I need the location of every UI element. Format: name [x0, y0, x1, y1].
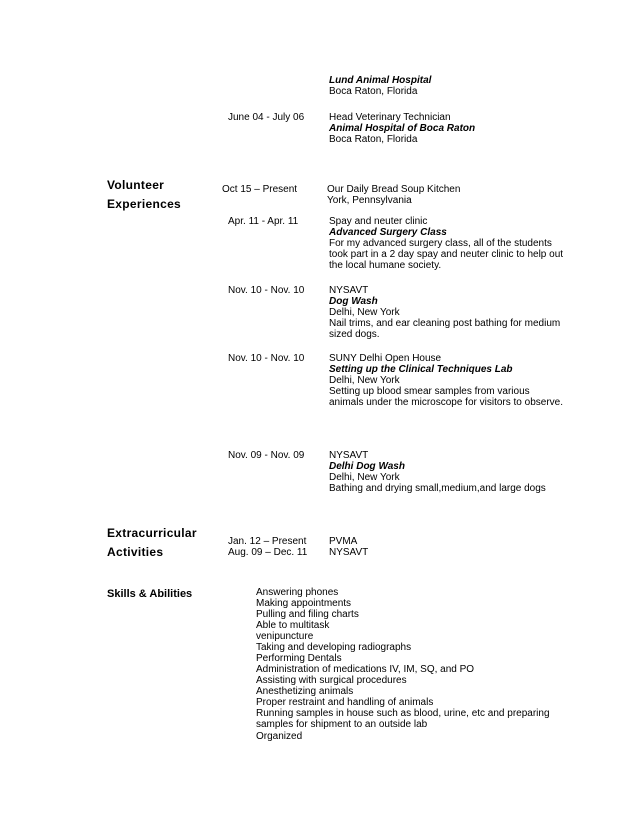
skill-item: Administration of medications IV, IM, SQ, and PO: [256, 664, 475, 675]
employer-location: Boca Raton, Florida: [329, 134, 418, 145]
skill-item: Performing Dentals: [256, 653, 342, 664]
skill-item: Pulling and filing charts: [256, 609, 359, 620]
employer-location: Boca Raton, Florida: [329, 86, 418, 97]
job-title: Head Veterinary Technician: [329, 112, 451, 123]
section-heading-extracurricular: Extracurricular Activities: [107, 526, 197, 559]
skill-item: Assisting with surgical procedures: [256, 675, 407, 686]
job-dates: June 04 - July 06: [228, 112, 305, 123]
skill-item: Able to multitask: [256, 620, 330, 631]
volunteer-entry: NYSAVT Delhi Dog Wash Delhi, New York Bathing and drying small,medium,and large dogs: [329, 450, 546, 494]
volunteer-dates: Nov. 10 - Nov. 10: [228, 285, 305, 296]
volunteer-entry: NYSAVT Dog Wash Delhi, New York Nail trims, and ear cleaning post bathing for medium sized dogs.: [329, 285, 561, 340]
section-heading-skills: Skills & Abilities: [107, 588, 193, 600]
extracurricular-orgs: PVMA NYSAVT: [329, 536, 369, 558]
skill-item: venipuncture: [256, 631, 314, 642]
volunteer-entry: Our Daily Bread Soup Kitchen York, Pennsylvania: [327, 184, 461, 206]
skill-item: Taking and developing radiographs: [256, 642, 412, 653]
skill-item: Proper restraint and handling of animals: [256, 697, 434, 708]
skill-item: Answering phones: [256, 587, 339, 598]
section-heading-volunteer: Volunteer Experiences: [107, 178, 182, 211]
skill-item: Making appointments: [256, 598, 352, 609]
skill-item: Running samples in house such as blood, urine, etc and preparing: [256, 708, 550, 719]
volunteer-dates: Nov. 10 - Nov. 10: [228, 353, 305, 364]
volunteer-dates: Oct 15 – Present: [222, 184, 298, 195]
skill-item: samples for shipment to an outside lab: [256, 719, 428, 730]
extracurricular-dates: Jan. 12 – Present Aug. 09 – Dec. 11: [228, 536, 308, 558]
skill-item: Organized: [256, 731, 303, 742]
volunteer-entry: Spay and neuter clinic Advanced Surgery Class For my advanced surgery class, all of the students took part in a 2 day spay and neuter clinic to help out the local humane society.: [329, 216, 564, 271]
volunteer-dates: Apr. 11 - Apr. 11: [228, 216, 299, 227]
employer-name: Animal Hospital of Boca Raton: [329, 123, 476, 134]
skills-list: [256, 587, 550, 730]
skill-item: Anesthetizing animals: [256, 686, 354, 697]
employer-name: Lund Animal Hospital: [329, 75, 432, 86]
volunteer-dates: Nov. 09 - Nov. 09: [228, 450, 305, 461]
volunteer-entry: SUNY Delhi Open House Setting up the Clinical Techniques Lab Delhi, New York Setting up blood smear samples from various animals under the microscope for visitors to observe.: [329, 353, 563, 408]
